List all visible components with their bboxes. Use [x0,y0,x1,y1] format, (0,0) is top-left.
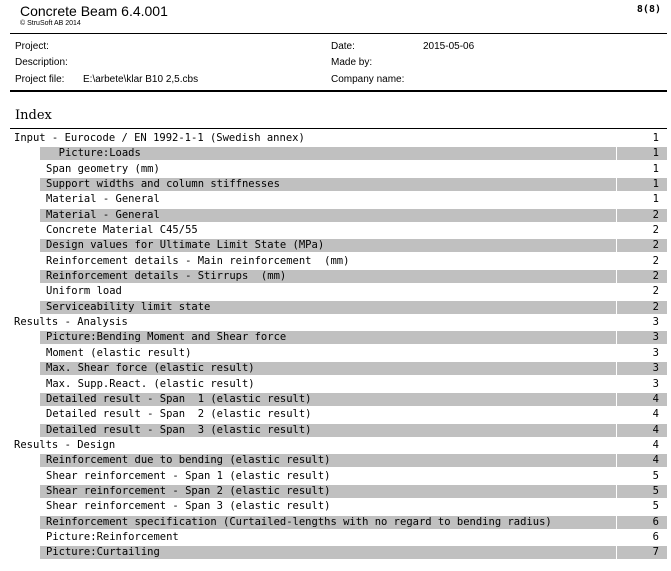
index-page-number: 1 [617,178,667,191]
index-page-number: 7 [617,546,667,559]
index-entry-label: Material - General [46,193,160,206]
project-file-value: E:\arbete\klar B10 2,5.cbs [83,74,199,85]
index-entry-label: Span geometry (mm) [46,162,160,175]
header-divider [10,33,667,34]
index-page-number: 6 [617,516,667,529]
company-name-label: Company name: [331,74,405,85]
index-entry-label: Concrete Material C45/55 [46,224,198,237]
index-row [10,255,667,270]
index-page-number: 3 [652,316,659,329]
index-page-number: 1 [652,193,659,206]
index-page-number: 4 [617,424,667,437]
index-page-number: 1 [617,147,667,160]
index-section-label: Input - Eurocode / EN 1992-1-1 (Swedish annex) [14,132,305,144]
index-entry-label: Support widths and column stiffnesses [40,178,616,191]
index-row [10,485,667,500]
index-page-number: 5 [652,500,659,513]
index-entry-label: Moment (elastic result) [46,346,192,359]
index-entry-label: Reinforcement due to bending (elastic result) [40,454,616,467]
index-row [10,147,667,162]
index-entry-label: Picture:Loads [40,147,616,160]
index-page-number: 3 [617,331,667,344]
index-entry-label: Detailed result - Span 1 (elastic result) [40,393,616,406]
index-page-number: 2 [652,224,659,237]
index-entry-label: Detailed result - Span 3 (elastic result) [40,424,616,437]
index-row [10,270,667,285]
index-page-number: 2 [617,301,667,314]
index-row [10,163,667,178]
index-row [10,546,667,561]
index-row [10,239,667,254]
index-row [10,531,667,546]
index-section-label: Results - Design [14,438,116,451]
index-row [10,470,667,485]
index-section-label: Results - Analysis [14,316,128,329]
index-section-row [10,439,667,454]
index-row [10,209,667,224]
index-page-number: 4 [617,393,667,406]
index-page-number: 2 [652,285,659,298]
index-row [10,224,667,239]
index-entry-label: Picture:Curtailing [40,546,616,559]
date-value: 2015-05-06 [423,41,475,52]
index-page-number: 5 [652,469,659,482]
index-row [10,301,667,316]
index-entry-label: Uniform load [46,285,122,298]
index-row [10,347,667,362]
index-entry-label: Max. Shear force (elastic result) [40,362,616,375]
index-entry-label: Reinforcement details - Stirrups (mm) [40,270,616,283]
index-page-number: 2 [617,239,667,252]
index-row [10,424,667,439]
index-page-number: 3 [652,377,659,390]
date-label: Date: [331,41,355,52]
index-row [10,331,667,346]
index-row [10,362,667,377]
index-entry-label: Shear reinforcement - Span 2 (elastic result) [40,485,616,498]
index-entry-label: Detailed result - Span 2 (elastic result) [46,408,312,421]
index-row [10,408,667,423]
made-by-label: Made by: [331,57,373,68]
index-entry-label: Max. Supp.React. (elastic result) [46,377,255,390]
index-section-row [10,132,667,147]
index-row [10,500,667,515]
index-row [10,516,667,531]
index-entry-label: Reinforcement specification (Curtailed-lengths with no regard to bending radius) [40,516,616,529]
index-divider [10,128,667,129]
index-row [10,193,667,208]
page-indicator: 8(8) [636,4,661,15]
index-row [10,393,667,408]
index-entry-label: Material - General [40,209,616,222]
app-title: Concrete Beam 6.4.001 [20,3,168,19]
index-table [10,132,667,562]
index-page-number: 4 [652,438,659,451]
index-page-number: 1 [652,162,659,175]
index-entry-label: Shear reinforcement - Span 1 (elastic result) [46,469,331,482]
index-page-number: 5 [617,485,667,498]
copyright-notice: © StruSoft AB 2014 [20,20,81,27]
index-page-number: 3 [652,346,659,359]
index-page-number: 1 [652,132,659,144]
index-row [10,378,667,393]
meta-divider [10,90,667,92]
index-row [10,285,667,300]
project-label: Project: [15,41,49,52]
index-row [10,178,667,193]
index-page-number: 4 [617,454,667,467]
index-entry-label: Picture:Reinforcement [46,530,179,543]
project-file-label: Project file: [15,74,65,85]
index-title: Index [15,108,52,123]
index-page-number: 3 [617,362,667,375]
index-page-number: 2 [617,270,667,283]
index-entry-label: Reinforcement details - Main reinforcement (mm) [46,254,350,267]
description-label: Description: [15,57,68,68]
index-entry-label: Shear reinforcement - Span 3 (elastic result) [46,500,331,513]
index-page-number: 6 [652,530,659,543]
index-page-number: 4 [652,408,659,421]
index-page-number: 2 [652,254,659,267]
index-page-number: 2 [617,209,667,222]
index-entry-label: Design values for Ultimate Limit State (MPa) [40,239,616,252]
index-row [10,454,667,469]
index-entry-label: Serviceability limit state [40,301,616,314]
index-section-row [10,316,667,331]
index-entry-label: Picture:Bending Moment and Shear force [40,331,616,344]
